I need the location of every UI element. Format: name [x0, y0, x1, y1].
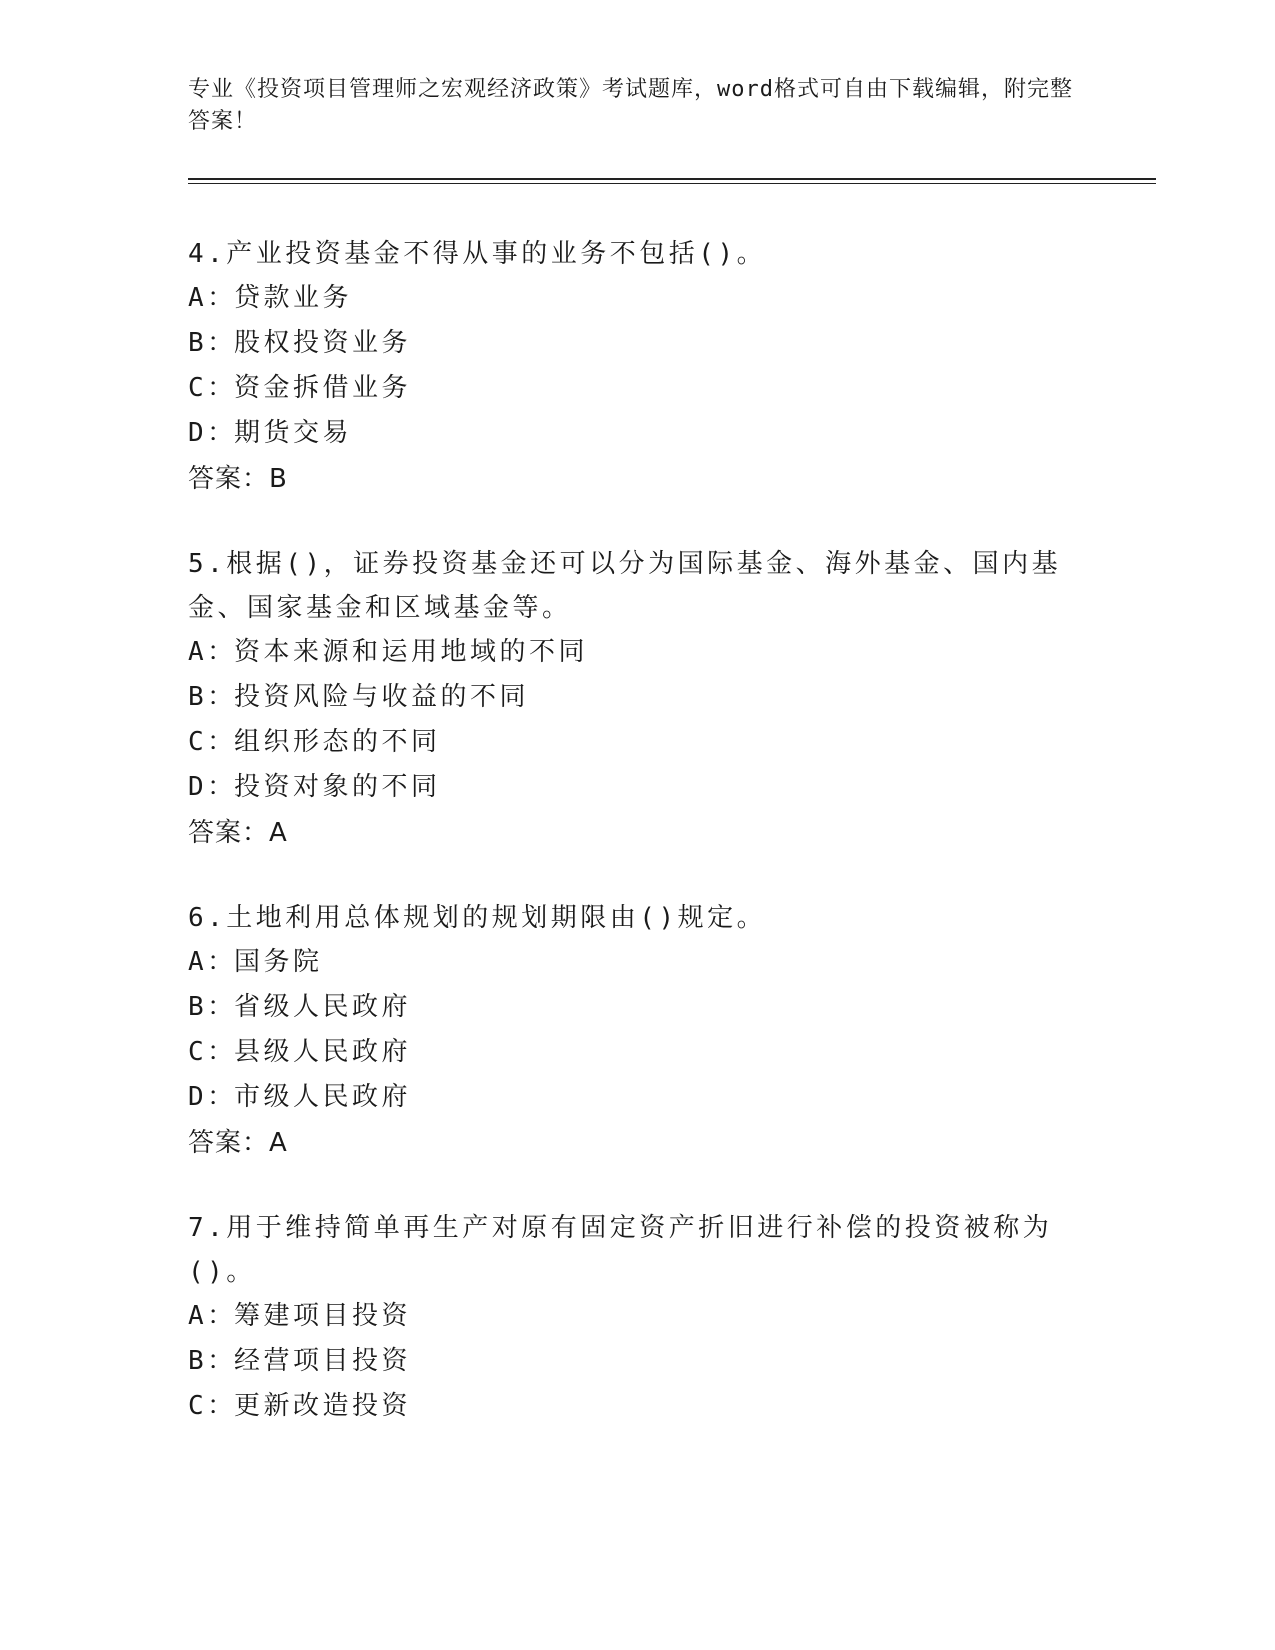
option-key: B： [188, 328, 237, 358]
question-7 [188, 1206, 1088, 1429]
option-b [188, 985, 1088, 1030]
option-key: B： [188, 1346, 237, 1376]
option-a [188, 276, 1088, 321]
option-c [188, 1384, 1088, 1429]
question-stem: 5.根据()，证券投资基金还可以分为国际基金、海外基金、国内基金、国家基金和区域基金等。 [188, 549, 1062, 623]
question-stem: 7.用于维持简单再生产对原有固定资产折旧进行补偿的投资被称为()。 [188, 1213, 1053, 1287]
option-key: D： [188, 418, 237, 448]
question-stem: 4.产业投资基金不得从事的业务不包括()。 [188, 239, 767, 269]
option-key: C： [188, 1391, 237, 1421]
option-text: 资本来源和运用地域的不同 [234, 637, 589, 667]
question-5 [188, 542, 1088, 856]
option-text: 筹建项目投资 [234, 1301, 412, 1331]
question-6 [188, 896, 1088, 1166]
option-text: 股权投资业务 [234, 328, 412, 358]
option-a [188, 630, 1088, 675]
option-key: C： [188, 373, 237, 403]
option-key: C： [188, 1037, 237, 1067]
option-text: 贷款业务 [234, 283, 353, 313]
option-c [188, 720, 1088, 765]
answer-line: 答案：B [188, 464, 288, 494]
option-b [188, 1339, 1088, 1384]
option-c [188, 1030, 1088, 1075]
option-text: 县级人民政府 [234, 1037, 412, 1067]
option-text: 投资风险与收益的不同 [234, 682, 530, 712]
document-header-text: 专业《投资项目管理师之宏观经济政策》考试题库，word格式可自由下载编辑，附完整答案！ [188, 77, 1073, 134]
option-d [188, 1075, 1088, 1120]
question-stem: 6.土地利用总体规划的规划期限由()规定。 [188, 903, 767, 933]
question-4 [188, 232, 1088, 502]
option-a [188, 940, 1088, 985]
option-b [188, 321, 1088, 366]
option-key: D： [188, 772, 237, 802]
answer-line: 答案：A [188, 818, 288, 848]
option-a [188, 1294, 1088, 1339]
option-text: 期货交易 [234, 418, 353, 448]
option-key: A： [188, 283, 237, 313]
option-key: A： [188, 1301, 237, 1331]
option-text: 经营项目投资 [234, 1346, 412, 1376]
option-key: A： [188, 637, 237, 667]
option-key: A： [188, 947, 237, 977]
option-text: 更新改造投资 [234, 1391, 412, 1421]
option-c [188, 366, 1088, 411]
option-d [188, 411, 1088, 456]
option-text: 投资对象的不同 [234, 772, 441, 802]
header-divider [188, 178, 1156, 184]
option-b [188, 675, 1088, 720]
option-key: B： [188, 682, 237, 712]
option-key: C： [188, 727, 237, 757]
option-text: 资金拆借业务 [234, 373, 412, 403]
option-text: 市级人民政府 [234, 1082, 412, 1112]
option-text: 省级人民政府 [234, 992, 412, 1022]
question-list [188, 232, 1088, 1469]
option-key: D： [188, 1082, 237, 1112]
option-text: 国务院 [234, 947, 323, 977]
answer-line: 答案：A [188, 1128, 288, 1158]
option-text: 组织形态的不同 [234, 727, 441, 757]
option-d [188, 765, 1088, 810]
option-key: B： [188, 992, 237, 1022]
